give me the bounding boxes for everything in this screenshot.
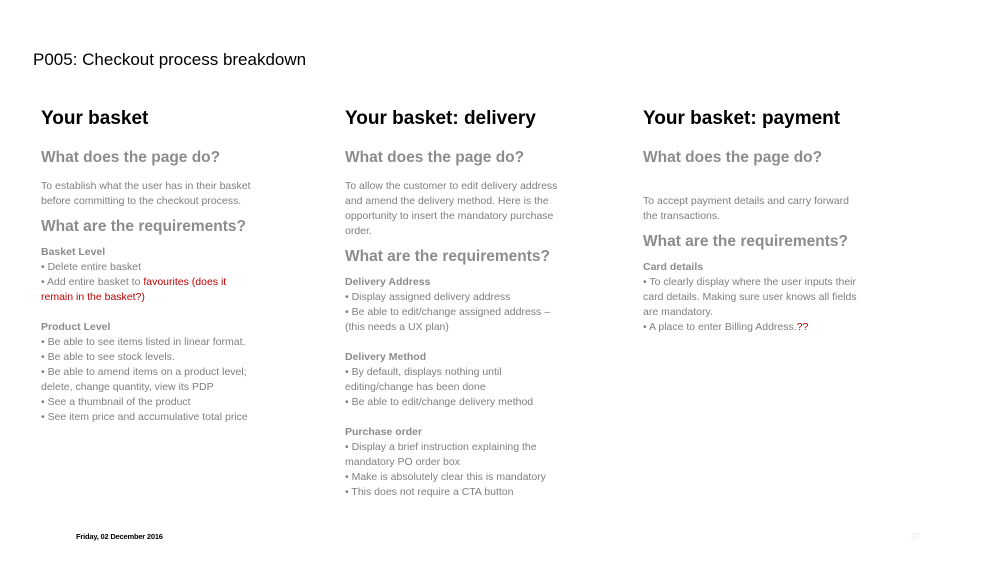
requirements-heading: What are the requirements? <box>41 218 246 235</box>
requirements-heading: What are the requirements? <box>345 248 550 265</box>
what-heading: What does the page do? <box>345 149 525 166</box>
column-your-basket-delivery <box>345 107 590 500</box>
what-description <box>41 179 286 209</box>
requirement-group-basket-level <box>41 245 286 305</box>
column-heading: Your basket: payment <box>643 108 841 129</box>
text-line: • See item price and accumulative total price <box>41 411 248 423</box>
text-line: • Be able to edit/change delivery method <box>345 396 534 408</box>
highlight-text: remain in the basket?) <box>41 291 145 303</box>
requirement-group-purchase-order <box>345 425 590 500</box>
requirement-group-card-details <box>643 260 888 335</box>
page-number: 37 <box>911 532 920 541</box>
what-description <box>643 194 888 224</box>
column-your-basket-payment <box>643 107 888 335</box>
text-line: delete, change quantity, view its PDP <box>41 381 214 393</box>
text-line <box>643 320 888 335</box>
text-line: are mandatory. <box>643 306 713 318</box>
text-line: • To clearly display where the user inputs their <box>643 276 857 288</box>
group-label: Product Level <box>41 321 111 333</box>
text-line: order. <box>345 225 372 237</box>
text-line: • See a thumbnail of the product <box>41 396 191 408</box>
text-line: card details. Making sure user knows all fields <box>643 291 857 303</box>
requirement-group-delivery-method <box>345 350 590 410</box>
text-line: and amend the delivery method. Here is the <box>345 195 549 207</box>
text-line: • Display a brief instruction explaining the <box>345 441 537 453</box>
text-line: editing/change has been done <box>345 381 486 393</box>
what-heading: What does the page do? <box>643 149 823 166</box>
text-line: To establish what the user has in their basket <box>41 180 251 192</box>
text-line: • Be able to see items listed in linear format. <box>41 336 246 348</box>
highlight-text: ?? <box>796 321 809 333</box>
text-line: (this needs a UX plan) <box>345 321 449 333</box>
column-your-basket <box>41 107 286 425</box>
requirements-heading: What are the requirements? <box>643 233 848 250</box>
text-fragment: • A place to enter Billing Address. <box>643 321 797 333</box>
text-line: • This does not require a CTA button <box>345 486 514 498</box>
text-line: • Be able to amend items on a product level; <box>41 366 247 378</box>
text-line: before committing to the checkout process. <box>41 195 242 207</box>
page-title: P005: Checkout process breakdown <box>33 50 307 69</box>
group-label: Card details <box>643 261 704 273</box>
text-line: mandatory PO order box <box>345 456 460 468</box>
group-label: Delivery Method <box>345 351 427 363</box>
what-heading: What does the page do? <box>41 149 221 166</box>
requirement-group-delivery-address <box>345 275 590 335</box>
column-heading: Your basket <box>41 108 149 129</box>
what-description <box>345 179 590 239</box>
text-fragment: • Add entire basket to <box>41 276 144 288</box>
highlight-text: favourites (does it <box>143 276 227 288</box>
text-line: • Display assigned delivery address <box>345 291 511 303</box>
text-line: To allow the customer to edit delivery address <box>345 180 558 192</box>
group-label: Purchase order <box>345 426 423 438</box>
group-label: Basket Level <box>41 246 106 258</box>
requirement-group-product-level <box>41 320 286 425</box>
text-line <box>41 275 286 290</box>
text-line: • Be able to edit/change assigned address – <box>345 306 551 318</box>
text-line: • By default, displays nothing until <box>345 366 502 378</box>
text-line: opportunity to insert the mandatory purchase <box>345 210 554 222</box>
footer-date: Friday, 02 December 2016 <box>76 532 163 541</box>
text-line: To accept payment details and carry forward <box>643 195 850 207</box>
group-label: Delivery Address <box>345 276 431 288</box>
text-line: the transactions. <box>643 210 721 222</box>
text-line: • Be able to see stock levels. <box>41 351 175 363</box>
text-line: • Make is absolutely clear this is mandatory <box>345 471 546 483</box>
text-line: • Delete entire basket <box>41 261 141 273</box>
column-heading: Your basket: delivery <box>345 108 536 129</box>
